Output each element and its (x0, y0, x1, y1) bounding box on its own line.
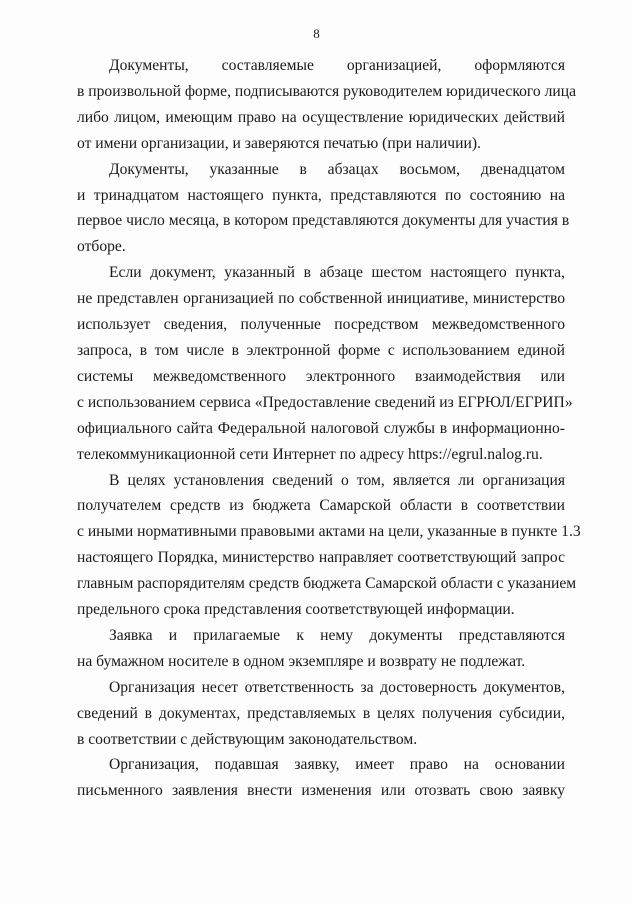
paragraph-line: не представлен организацией по собственной инициативе, министерство (77, 290, 565, 308)
paragraph (77, 157, 570, 261)
paragraph (77, 752, 565, 804)
paragraph-line: Организация, подавшая заявку, имеет право на основании (109, 756, 565, 774)
paragraph-line: телекоммуникационной сети Интернет по адресу https://egrul.nalog.ru. (77, 445, 543, 463)
paragraph-line: предельного срока представления соответствующей информации. (77, 601, 515, 619)
paragraph-line: официального сайта Федеральной налоговой службы в информационно- (77, 419, 565, 437)
paragraph (77, 53, 576, 157)
paragraph-line: на бумажном носителе в одном экземпляре и возврату не подлежат. (77, 652, 526, 670)
paragraph-line: использует сведения, полученные посредством межведомственного (77, 316, 565, 334)
paragraph-line: с использованием сервиса «Предоставление сведений из ЕГРЮЛ/ЕГРИП» (77, 393, 573, 411)
paragraph (77, 623, 565, 675)
paragraph (77, 468, 581, 623)
paragraph-line: либо лицом, имеющим право на осуществление юридических действий (77, 108, 565, 126)
paragraph-line: письменного заявления внести изменения или отозвать свою заявку (77, 782, 565, 800)
paragraph-line: первое число месяца, в котором представляются документы для участия в (77, 212, 570, 230)
paragraph-line: Заявка и прилагаемые к нему документы представляются (109, 626, 565, 644)
paragraph-line: от имени организации, и заверяются печатью (при наличии). (77, 134, 481, 152)
paragraph-line: Если документ, указанный в абзаце шестом настоящего пункта, (109, 264, 565, 282)
paragraph-line: системы межведомственного электронного взаимодействия или (77, 367, 565, 385)
paragraph-line: отборе. (77, 238, 126, 256)
paragraph-line: с иными нормативными правовыми актами на цели, указанные в пункте 1.3 (77, 523, 581, 541)
paragraph (77, 260, 573, 467)
paragraph-line: Документы, указанные в абзацах восьмом, двенадцатом (109, 160, 565, 178)
paragraph-line: Документы, составляемые организацией, оформляются (109, 57, 565, 74)
paragraph (77, 675, 565, 753)
page-number: 8 (313, 26, 320, 41)
paragraph-line: В целях установления сведений о том, является ли организация (109, 471, 565, 489)
paragraph-line: Организация несет ответственность за достоверность документов, (109, 678, 565, 696)
paragraph-line: получателем средств из бюджета Самарской области в соответствии (77, 497, 565, 515)
paragraph-line: в произвольной форме, подписываются руководителем юридического лица (77, 82, 576, 100)
paragraph-line: и тринадцатом настоящего пункта, представляются по состоянию на (77, 186, 565, 204)
paragraph-line: настоящего Порядка, министерство направляет соответствующий запрос (77, 549, 565, 567)
document-body (77, 53, 581, 804)
paragraph-line: запроса, в том числе в электронной форме с использованием единой (77, 341, 565, 359)
paragraph-line: в соответствии с действующим законодательством. (77, 730, 418, 748)
paragraph-line: главным распорядителям средств бюджета Самарской области с указанием (77, 575, 577, 593)
paragraph-line: сведений в документах, представляемых в целях получения субсидии, (77, 704, 565, 722)
